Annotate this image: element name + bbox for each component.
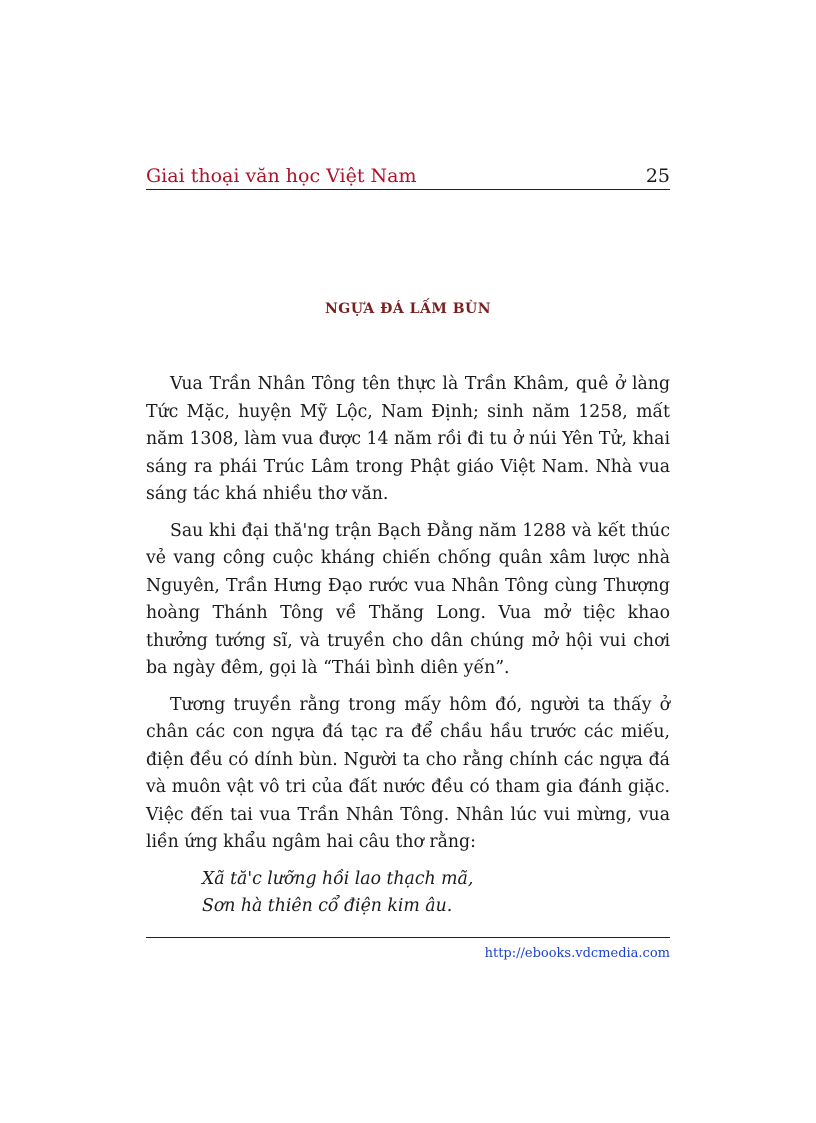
paragraph: Vua Trần Nhân Tông tên thực là Trần Khâm, quê ở làng Tức Mặc, huyện Mỹ Lộc, Nam Định; sinh năm 1258, mất năm 1308, làm vua được 14 năm rồi đi tu ở núi Yên Tử, khai sáng ra phái Trúc Lâm trong Phật giáo Việt Nam. Nhà vua sáng tác khá nhiều thơ văn. [146, 374, 670, 504]
page-number: 25 [645, 165, 670, 187]
story-body [146, 371, 670, 921]
verse-line: Sơn hà thiên cổ điện kim âu. [202, 896, 453, 916]
chapter-title: NGỰA ĐÁ LẤM BÙN [324, 301, 492, 317]
verse-line: Xã tă'c lưỡng hồi lao thạch mã, [202, 868, 474, 889]
source-link[interactable]: http://ebooks.vdcmedia.com [484, 946, 670, 961]
running-header [146, 165, 670, 190]
book-title: Giai thoại văn học Việt Nam [146, 165, 417, 187]
paragraph: Tương truyền rằng trong mấy hôm đó, người ta thấy ở chân các con ngựa đá tạc ra để chầu hầu trước các miếu, điện đều có dính bùn. Người ta cho rằng chính các ngựa đá và muôn vật vô tri của đất nước đều có tham gia đánh giặc. Việc đến tai vua Trần Nhân Tông. Nhân lúc vui mừng, vua liền ứng khẩu ngâm hai câu thơ rằng: [146, 694, 670, 852]
footer-divider [146, 937, 670, 938]
poem-verse [146, 866, 670, 921]
paragraph: Sau khi đại thă'ng trận Bạch Đằng năm 1288 và kết thúc vẻ vang công cuộc kháng chiến chống quân xâm lược nhà Nguyên, Trần Hưng Đạo rước vua Nhân Tông cùng Thượng hoàng Thánh Tông về Thăng Long. Vua mở tiệc khao thưởng tướng sĩ, và truyền cho dân chúng mở hội vui chơi ba ngày đêm, gọi là “Thái bình diên yến”. [146, 520, 670, 678]
